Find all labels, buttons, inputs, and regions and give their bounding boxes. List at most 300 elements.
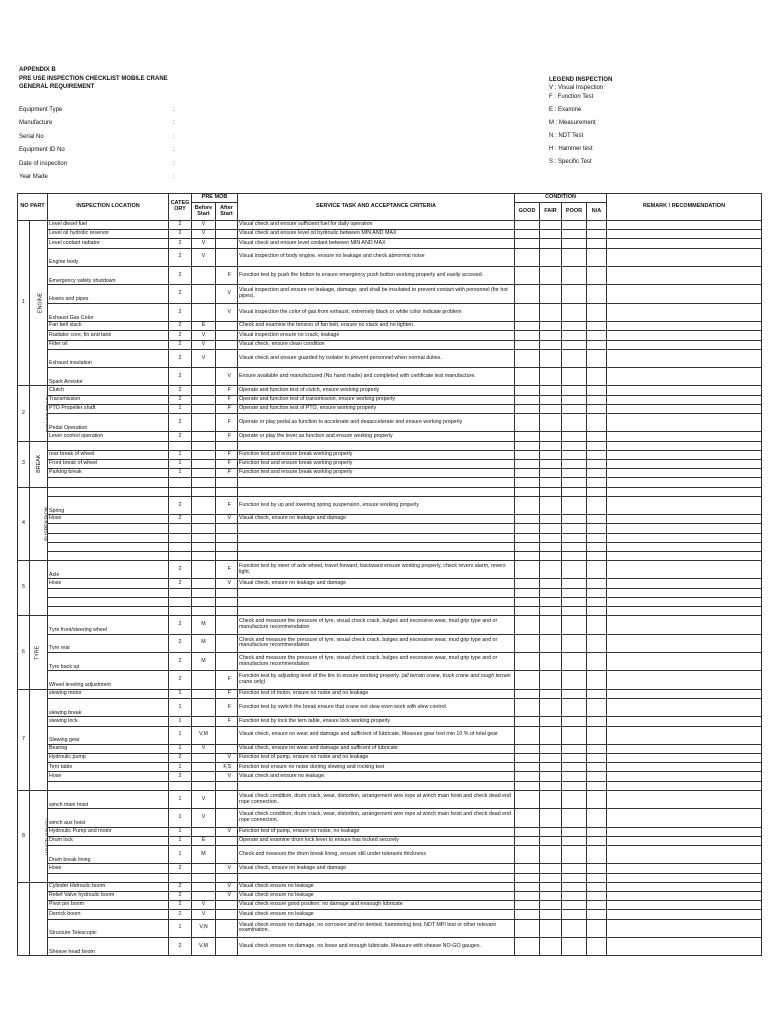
na-cell[interactable] — [587, 266, 607, 284]
na-cell[interactable] — [587, 322, 607, 331]
remark-cell[interactable] — [607, 496, 762, 514]
remark-cell[interactable] — [607, 368, 762, 386]
na-cell[interactable] — [587, 597, 607, 606]
remark-cell[interactable] — [607, 689, 762, 698]
na-cell[interactable] — [587, 248, 607, 266]
remark-cell[interactable] — [607, 395, 762, 404]
poor-cell[interactable] — [562, 689, 587, 698]
fair-cell[interactable] — [540, 937, 562, 955]
remark-cell[interactable] — [607, 873, 762, 882]
na-cell[interactable] — [587, 386, 607, 395]
good-cell[interactable] — [515, 469, 540, 478]
good-cell[interactable] — [515, 524, 540, 533]
remark-cell[interactable] — [607, 726, 762, 744]
fair-cell[interactable] — [540, 836, 562, 845]
fair-cell[interactable] — [540, 221, 562, 230]
poor-cell[interactable] — [562, 478, 587, 487]
remark-cell[interactable] — [607, 772, 762, 781]
remark-cell[interactable] — [607, 597, 762, 606]
good-cell[interactable] — [515, 395, 540, 404]
good-cell[interactable] — [515, 698, 540, 716]
fair-cell[interactable] — [540, 515, 562, 524]
poor-cell[interactable] — [562, 726, 587, 744]
fair-cell[interactable] — [540, 478, 562, 487]
poor-cell[interactable] — [562, 763, 587, 772]
fair-cell[interactable] — [540, 524, 562, 533]
poor-cell[interactable] — [562, 754, 587, 763]
poor-cell[interactable] — [562, 395, 587, 404]
poor-cell[interactable] — [562, 441, 587, 450]
good-cell[interactable] — [515, 689, 540, 698]
na-cell[interactable] — [587, 469, 607, 478]
good-cell[interactable] — [515, 882, 540, 891]
good-cell[interactable] — [515, 616, 540, 634]
fair-cell[interactable] — [540, 809, 562, 827]
fair-cell[interactable] — [540, 450, 562, 459]
fair-cell[interactable] — [540, 698, 562, 716]
poor-cell[interactable] — [562, 891, 587, 900]
na-cell[interactable] — [587, 368, 607, 386]
na-cell[interactable] — [587, 524, 607, 533]
fair-cell[interactable] — [540, 248, 562, 266]
fair-cell[interactable] — [540, 561, 562, 579]
remark-cell[interactable] — [607, 414, 762, 432]
na-cell[interactable] — [587, 836, 607, 845]
poor-cell[interactable] — [562, 873, 587, 882]
na-cell[interactable] — [587, 239, 607, 248]
remark-cell[interactable] — [607, 459, 762, 468]
good-cell[interactable] — [515, 515, 540, 524]
remark-cell[interactable] — [607, 937, 762, 955]
remark-cell[interactable] — [607, 266, 762, 284]
good-cell[interactable] — [515, 901, 540, 910]
good-cell[interactable] — [515, 496, 540, 514]
poor-cell[interactable] — [562, 846, 587, 864]
remark-cell[interactable] — [607, 827, 762, 836]
good-cell[interactable] — [515, 487, 540, 496]
good-cell[interactable] — [515, 588, 540, 597]
poor-cell[interactable] — [562, 515, 587, 524]
remark-cell[interactable] — [607, 469, 762, 478]
fair-cell[interactable] — [540, 414, 562, 432]
fair-cell[interactable] — [540, 717, 562, 726]
na-cell[interactable] — [587, 487, 607, 496]
fair-cell[interactable] — [540, 386, 562, 395]
remark-cell[interactable] — [607, 671, 762, 689]
poor-cell[interactable] — [562, 616, 587, 634]
fair-cell[interactable] — [540, 652, 562, 670]
na-cell[interactable] — [587, 432, 607, 441]
poor-cell[interactable] — [562, 698, 587, 716]
fair-cell[interactable] — [540, 588, 562, 597]
na-cell[interactable] — [587, 910, 607, 919]
na-cell[interactable] — [587, 763, 607, 772]
poor-cell[interactable] — [562, 607, 587, 616]
good-cell[interactable] — [515, 386, 540, 395]
na-cell[interactable] — [587, 616, 607, 634]
remark-cell[interactable] — [607, 634, 762, 652]
remark-cell[interactable] — [607, 487, 762, 496]
fair-cell[interactable] — [540, 671, 562, 689]
na-cell[interactable] — [587, 588, 607, 597]
good-cell[interactable] — [515, 533, 540, 542]
na-cell[interactable] — [587, 827, 607, 836]
poor-cell[interactable] — [562, 717, 587, 726]
remark-cell[interactable] — [607, 919, 762, 937]
poor-cell[interactable] — [562, 239, 587, 248]
fair-cell[interactable] — [540, 404, 562, 413]
remark-cell[interactable] — [607, 221, 762, 230]
fair-cell[interactable] — [540, 322, 562, 331]
na-cell[interactable] — [587, 450, 607, 459]
na-cell[interactable] — [587, 551, 607, 560]
good-cell[interactable] — [515, 717, 540, 726]
good-cell[interactable] — [515, 404, 540, 413]
remark-cell[interactable] — [607, 910, 762, 919]
fair-cell[interactable] — [540, 910, 562, 919]
fair-cell[interactable] — [540, 873, 562, 882]
good-cell[interactable] — [515, 836, 540, 845]
good-cell[interactable] — [515, 864, 540, 873]
poor-cell[interactable] — [562, 533, 587, 542]
na-cell[interactable] — [587, 441, 607, 450]
fair-cell[interactable] — [540, 551, 562, 560]
fair-cell[interactable] — [540, 616, 562, 634]
fair-cell[interactable] — [540, 239, 562, 248]
remark-cell[interactable] — [607, 901, 762, 910]
remark-cell[interactable] — [607, 303, 762, 321]
na-cell[interactable] — [587, 533, 607, 542]
fair-cell[interactable] — [540, 919, 562, 937]
remark-cell[interactable] — [607, 285, 762, 303]
fair-cell[interactable] — [540, 790, 562, 808]
fair-cell[interactable] — [540, 487, 562, 496]
na-cell[interactable] — [587, 809, 607, 827]
good-cell[interactable] — [515, 634, 540, 652]
remark-cell[interactable] — [607, 340, 762, 349]
good-cell[interactable] — [515, 230, 540, 239]
remark-cell[interactable] — [607, 836, 762, 845]
na-cell[interactable] — [587, 515, 607, 524]
remark-cell[interactable] — [607, 533, 762, 542]
na-cell[interactable] — [587, 579, 607, 588]
good-cell[interactable] — [515, 781, 540, 790]
poor-cell[interactable] — [562, 248, 587, 266]
na-cell[interactable] — [587, 414, 607, 432]
good-cell[interactable] — [515, 790, 540, 808]
good-cell[interactable] — [515, 671, 540, 689]
na-cell[interactable] — [587, 919, 607, 937]
fair-cell[interactable] — [540, 266, 562, 284]
na-cell[interactable] — [587, 744, 607, 753]
remark-cell[interactable] — [607, 717, 762, 726]
remark-cell[interactable] — [607, 478, 762, 487]
na-cell[interactable] — [587, 459, 607, 468]
remark-cell[interactable] — [607, 864, 762, 873]
remark-cell[interactable] — [607, 542, 762, 551]
na-cell[interactable] — [587, 331, 607, 340]
na-cell[interactable] — [587, 478, 607, 487]
fair-cell[interactable] — [540, 368, 562, 386]
poor-cell[interactable] — [562, 864, 587, 873]
poor-cell[interactable] — [562, 579, 587, 588]
fair-cell[interactable] — [540, 772, 562, 781]
na-cell[interactable] — [587, 790, 607, 808]
poor-cell[interactable] — [562, 772, 587, 781]
remark-cell[interactable] — [607, 515, 762, 524]
fair-cell[interactable] — [540, 579, 562, 588]
poor-cell[interactable] — [562, 496, 587, 514]
fair-cell[interactable] — [540, 496, 562, 514]
good-cell[interactable] — [515, 303, 540, 321]
fair-cell[interactable] — [540, 607, 562, 616]
good-cell[interactable] — [515, 368, 540, 386]
fair-cell[interactable] — [540, 744, 562, 753]
fair-cell[interactable] — [540, 230, 562, 239]
good-cell[interactable] — [515, 221, 540, 230]
fair-cell[interactable] — [540, 459, 562, 468]
good-cell[interactable] — [515, 937, 540, 955]
remark-cell[interactable] — [607, 763, 762, 772]
fair-cell[interactable] — [540, 331, 562, 340]
poor-cell[interactable] — [562, 919, 587, 937]
remark-cell[interactable] — [607, 524, 762, 533]
poor-cell[interactable] — [562, 340, 587, 349]
good-cell[interactable] — [515, 597, 540, 606]
poor-cell[interactable] — [562, 221, 587, 230]
fair-cell[interactable] — [540, 432, 562, 441]
remark-cell[interactable] — [607, 652, 762, 670]
remark-cell[interactable] — [607, 891, 762, 900]
remark-cell[interactable] — [607, 588, 762, 597]
good-cell[interactable] — [515, 846, 540, 864]
na-cell[interactable] — [587, 671, 607, 689]
remark-cell[interactable] — [607, 846, 762, 864]
na-cell[interactable] — [587, 846, 607, 864]
remark-cell[interactable] — [607, 551, 762, 560]
na-cell[interactable] — [587, 726, 607, 744]
remark-cell[interactable] — [607, 349, 762, 367]
na-cell[interactable] — [587, 221, 607, 230]
good-cell[interactable] — [515, 754, 540, 763]
fair-cell[interactable] — [540, 901, 562, 910]
remark-cell[interactable] — [607, 331, 762, 340]
good-cell[interactable] — [515, 873, 540, 882]
poor-cell[interactable] — [562, 450, 587, 459]
remark-cell[interactable] — [607, 607, 762, 616]
good-cell[interactable] — [515, 551, 540, 560]
good-cell[interactable] — [515, 266, 540, 284]
na-cell[interactable] — [587, 901, 607, 910]
fair-cell[interactable] — [540, 891, 562, 900]
good-cell[interactable] — [515, 322, 540, 331]
poor-cell[interactable] — [562, 404, 587, 413]
na-cell[interactable] — [587, 882, 607, 891]
good-cell[interactable] — [515, 809, 540, 827]
remark-cell[interactable] — [607, 248, 762, 266]
na-cell[interactable] — [587, 303, 607, 321]
good-cell[interactable] — [515, 331, 540, 340]
fair-cell[interactable] — [540, 754, 562, 763]
good-cell[interactable] — [515, 763, 540, 772]
poor-cell[interactable] — [562, 349, 587, 367]
good-cell[interactable] — [515, 414, 540, 432]
na-cell[interactable] — [587, 340, 607, 349]
na-cell[interactable] — [587, 698, 607, 716]
poor-cell[interactable] — [562, 597, 587, 606]
fair-cell[interactable] — [540, 726, 562, 744]
fair-cell[interactable] — [540, 441, 562, 450]
remark-cell[interactable] — [607, 809, 762, 827]
fair-cell[interactable] — [540, 689, 562, 698]
poor-cell[interactable] — [562, 790, 587, 808]
good-cell[interactable] — [515, 340, 540, 349]
poor-cell[interactable] — [562, 266, 587, 284]
good-cell[interactable] — [515, 652, 540, 670]
na-cell[interactable] — [587, 349, 607, 367]
na-cell[interactable] — [587, 496, 607, 514]
good-cell[interactable] — [515, 285, 540, 303]
remark-cell[interactable] — [607, 754, 762, 763]
poor-cell[interactable] — [562, 551, 587, 560]
fair-cell[interactable] — [540, 864, 562, 873]
remark-cell[interactable] — [607, 450, 762, 459]
poor-cell[interactable] — [562, 386, 587, 395]
poor-cell[interactable] — [562, 781, 587, 790]
na-cell[interactable] — [587, 230, 607, 239]
na-cell[interactable] — [587, 891, 607, 900]
good-cell[interactable] — [515, 441, 540, 450]
remark-cell[interactable] — [607, 322, 762, 331]
good-cell[interactable] — [515, 542, 540, 551]
poor-cell[interactable] — [562, 368, 587, 386]
fair-cell[interactable] — [540, 827, 562, 836]
poor-cell[interactable] — [562, 322, 587, 331]
poor-cell[interactable] — [562, 634, 587, 652]
poor-cell[interactable] — [562, 901, 587, 910]
fair-cell[interactable] — [540, 285, 562, 303]
na-cell[interactable] — [587, 607, 607, 616]
remark-cell[interactable] — [607, 561, 762, 579]
remark-cell[interactable] — [607, 744, 762, 753]
good-cell[interactable] — [515, 478, 540, 487]
na-cell[interactable] — [587, 652, 607, 670]
remark-cell[interactable] — [607, 432, 762, 441]
poor-cell[interactable] — [562, 524, 587, 533]
good-cell[interactable] — [515, 239, 540, 248]
poor-cell[interactable] — [562, 414, 587, 432]
poor-cell[interactable] — [562, 836, 587, 845]
good-cell[interactable] — [515, 432, 540, 441]
remark-cell[interactable] — [607, 882, 762, 891]
na-cell[interactable] — [587, 395, 607, 404]
poor-cell[interactable] — [562, 542, 587, 551]
na-cell[interactable] — [587, 285, 607, 303]
poor-cell[interactable] — [562, 487, 587, 496]
fair-cell[interactable] — [540, 469, 562, 478]
na-cell[interactable] — [587, 781, 607, 790]
poor-cell[interactable] — [562, 652, 587, 670]
good-cell[interactable] — [515, 827, 540, 836]
poor-cell[interactable] — [562, 230, 587, 239]
remark-cell[interactable] — [607, 386, 762, 395]
good-cell[interactable] — [515, 349, 540, 367]
remark-cell[interactable] — [607, 230, 762, 239]
poor-cell[interactable] — [562, 561, 587, 579]
na-cell[interactable] — [587, 717, 607, 726]
poor-cell[interactable] — [562, 459, 587, 468]
poor-cell[interactable] — [562, 331, 587, 340]
poor-cell[interactable] — [562, 432, 587, 441]
good-cell[interactable] — [515, 459, 540, 468]
fair-cell[interactable] — [540, 634, 562, 652]
good-cell[interactable] — [515, 772, 540, 781]
remark-cell[interactable] — [607, 616, 762, 634]
remark-cell[interactable] — [607, 781, 762, 790]
na-cell[interactable] — [587, 404, 607, 413]
good-cell[interactable] — [515, 450, 540, 459]
na-cell[interactable] — [587, 772, 607, 781]
poor-cell[interactable] — [562, 744, 587, 753]
poor-cell[interactable] — [562, 882, 587, 891]
fair-cell[interactable] — [540, 781, 562, 790]
poor-cell[interactable] — [562, 937, 587, 955]
remark-cell[interactable] — [607, 239, 762, 248]
fair-cell[interactable] — [540, 533, 562, 542]
remark-cell[interactable] — [607, 404, 762, 413]
good-cell[interactable] — [515, 891, 540, 900]
fair-cell[interactable] — [540, 303, 562, 321]
na-cell[interactable] — [587, 864, 607, 873]
fair-cell[interactable] — [540, 542, 562, 551]
poor-cell[interactable] — [562, 671, 587, 689]
poor-cell[interactable] — [562, 910, 587, 919]
poor-cell[interactable] — [562, 303, 587, 321]
poor-cell[interactable] — [562, 588, 587, 597]
na-cell[interactable] — [587, 689, 607, 698]
fair-cell[interactable] — [540, 340, 562, 349]
na-cell[interactable] — [587, 937, 607, 955]
good-cell[interactable] — [515, 910, 540, 919]
remark-cell[interactable] — [607, 579, 762, 588]
fair-cell[interactable] — [540, 846, 562, 864]
good-cell[interactable] — [515, 607, 540, 616]
na-cell[interactable] — [587, 754, 607, 763]
remark-cell[interactable] — [607, 441, 762, 450]
fair-cell[interactable] — [540, 763, 562, 772]
good-cell[interactable] — [515, 561, 540, 579]
na-cell[interactable] — [587, 873, 607, 882]
poor-cell[interactable] — [562, 827, 587, 836]
good-cell[interactable] — [515, 919, 540, 937]
fair-cell[interactable] — [540, 597, 562, 606]
fair-cell[interactable] — [540, 395, 562, 404]
poor-cell[interactable] — [562, 285, 587, 303]
poor-cell[interactable] — [562, 469, 587, 478]
poor-cell[interactable] — [562, 809, 587, 827]
fair-cell[interactable] — [540, 882, 562, 891]
na-cell[interactable] — [587, 542, 607, 551]
good-cell[interactable] — [515, 744, 540, 753]
fair-cell[interactable] — [540, 349, 562, 367]
remark-cell[interactable] — [607, 790, 762, 808]
na-cell[interactable] — [587, 634, 607, 652]
na-cell[interactable] — [587, 561, 607, 579]
good-cell[interactable] — [515, 579, 540, 588]
good-cell[interactable] — [515, 726, 540, 744]
remark-cell[interactable] — [607, 698, 762, 716]
good-cell[interactable] — [515, 248, 540, 266]
